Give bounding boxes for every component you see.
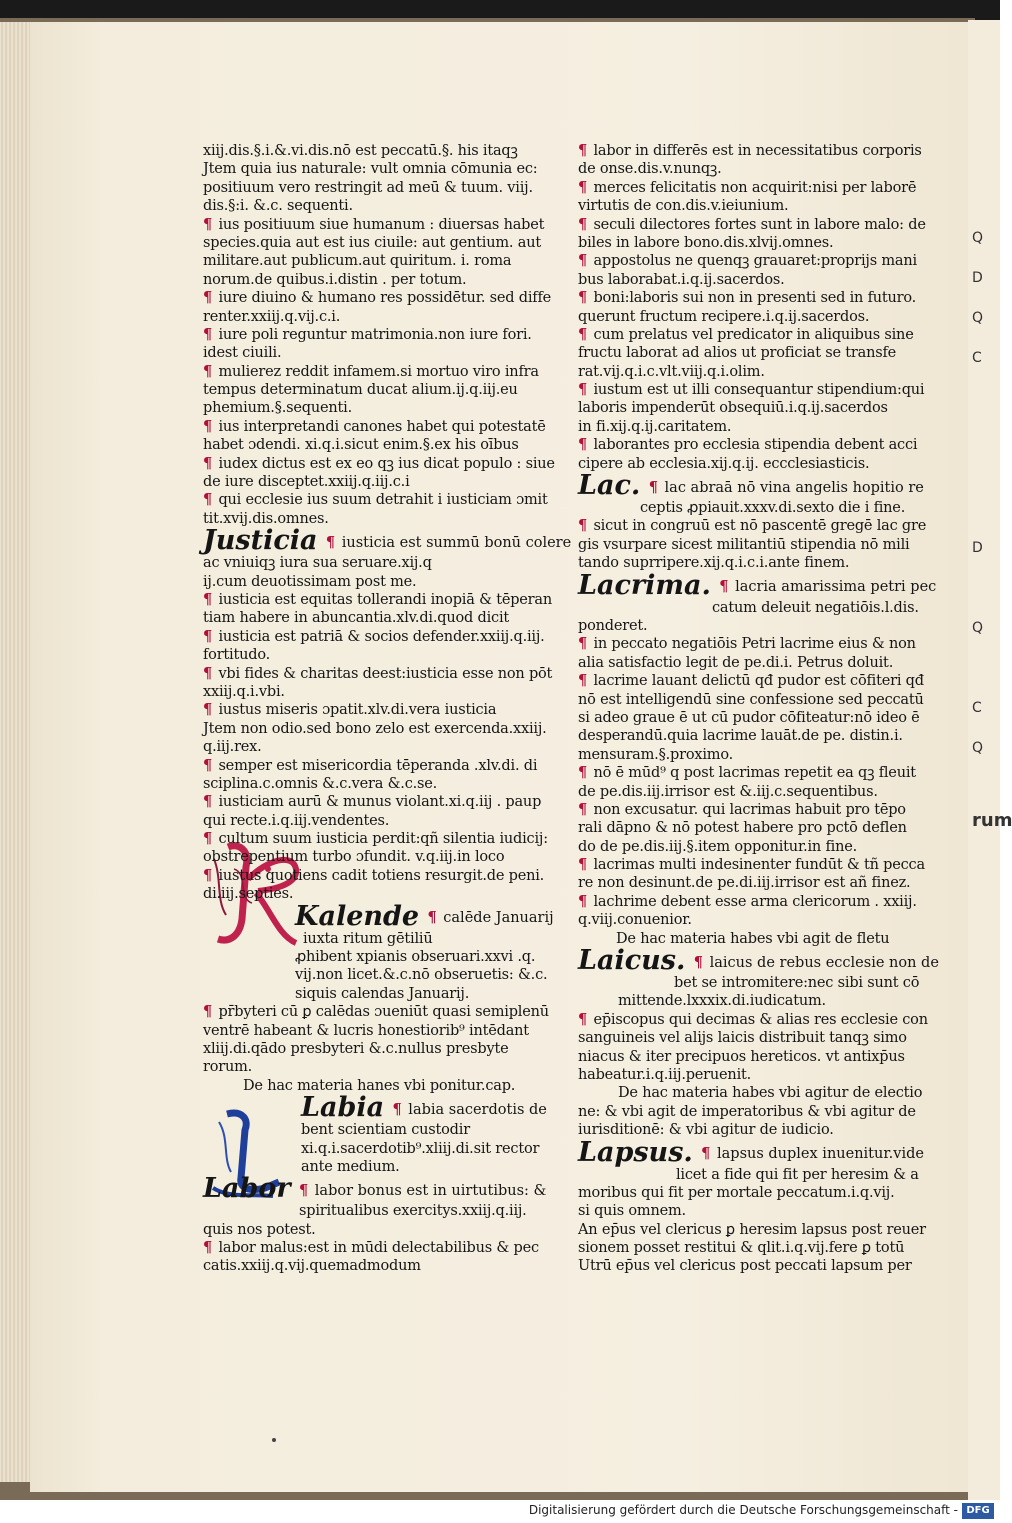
footer-bar bbox=[0, 1500, 1000, 1523]
text-line: ¶ cultum suum iusticia perdit:qñ silentia iudicij: bbox=[203, 830, 548, 848]
facing-fragment: C bbox=[972, 700, 982, 716]
text-line: ventrē habeant & lucris honestiorib⁹ intēdant bbox=[203, 1022, 529, 1039]
text-line: ¶ iusticiam aurū & munus violant.xi.q.iij . paup bbox=[203, 793, 542, 811]
text-line: si quis omnem. bbox=[578, 1203, 686, 1220]
text-line: ponderet. bbox=[578, 617, 648, 634]
facing-fragment: Q bbox=[972, 620, 984, 636]
page-edges bbox=[0, 22, 32, 1482]
text-line: alia satisfactio legit de pe.di.i. Petrus doluit. bbox=[578, 654, 894, 671]
text-line: niacus & iter precipuos hereticos. vt antixp̄us bbox=[578, 1048, 905, 1065]
text-line: Jtem non odio.sed bono zelo est exercenda.xxiij. bbox=[203, 720, 547, 737]
text-line: xi.q.i.sacerdotib⁹.xliij.di.sit rector bbox=[301, 1140, 540, 1157]
entry-heading-lapsus bbox=[578, 1136, 938, 1168]
text-line: quis nos potest. bbox=[203, 1221, 316, 1238]
text-line: ¶ semper est misericordia tēperanda .xlv.di. di bbox=[203, 756, 538, 774]
text-line: ¶ boni:laboris sui non in presenti sed in futuro. bbox=[578, 289, 917, 307]
text-line: tit.xvij.dis.omnes. bbox=[203, 510, 329, 527]
heading-text: ¶ iusticia est summū bonū colere bbox=[325, 533, 572, 551]
text-line: De hac materia habes vbi agitur de electio bbox=[618, 1085, 923, 1102]
heading-text: ¶ lacria amarissima petri pec bbox=[719, 578, 937, 596]
text-line: moribus qui fit per mortale peccatum.i.q.vij. bbox=[578, 1184, 895, 1201]
text-line: ¶ iudex dictus est ex eo qꝫ ius dicat populo : siue bbox=[203, 454, 555, 472]
text-line: ¶ ep̄iscopus qui decimas & alias res ecclesie con bbox=[578, 1010, 928, 1028]
heading-word: Kalende bbox=[295, 900, 420, 932]
text-line: tando suprripere.xij.q.i.c.i.ante finem. bbox=[578, 555, 850, 572]
facing-fragment: Q bbox=[972, 230, 984, 246]
text-line: ¶ iusticia est patriā & socios defender.xxiij.q.iij. bbox=[203, 627, 545, 645]
text-line: re non desinunt.de pe.di.iij.irrisor est añ finez. bbox=[578, 875, 911, 892]
heading-word: Lacrima. bbox=[578, 569, 711, 601]
text-line: ¶ lachrime debent esse arma clericorum . xxiij. bbox=[578, 892, 917, 910]
heading-word: Lac. bbox=[578, 470, 641, 502]
entry-heading-labor bbox=[203, 1173, 558, 1205]
text-line: militare.aut publicum.aut quiritum. i. roma bbox=[203, 253, 512, 270]
text-line: de pe.dis.iij.irrisor est &.iij.c.sequentibus. bbox=[578, 783, 878, 800]
text-line: ac vniuiqꝫ iura sua seruare.xij.q bbox=[203, 555, 432, 572]
text-line: ¶ nō ē mūd⁹ q post lacrimas repetit ea qꝫ fleuit bbox=[578, 764, 916, 782]
text-line: An ep̄us vel clericus ꝑ heresim lapsus post reuer bbox=[578, 1221, 926, 1238]
entry-heading-laicus bbox=[578, 945, 939, 977]
text-line: ij.cum deuotissimam post me. bbox=[203, 573, 417, 590]
text-line: xliij.di.qādo presbyteri &.c.nullus presbyte bbox=[203, 1040, 509, 1057]
text-line: ¶ iure poli reguntur matrimonia.non iure fori. bbox=[203, 325, 532, 343]
text-line: rali dāpno & nō potest habere pro pctō deflen bbox=[578, 820, 907, 837]
text-line: De hac materia habes vbi agit de fletu bbox=[616, 930, 890, 947]
text-line: bent scientiam custodir bbox=[301, 1122, 470, 1139]
text-line: sanguineis vel alijs laicis distribuit tanqꝫ simo bbox=[578, 1030, 907, 1047]
text-line: ¶ iustus miseris ɔpatit.xlv.di.vera iusticia bbox=[203, 701, 497, 719]
text-line: ¶ ius interpretandi canones habet qui potestatē bbox=[203, 417, 546, 435]
entry-heading-lac bbox=[578, 470, 938, 502]
text-line: ¶ iure diuino & humano res possidētur. sed diffe bbox=[203, 289, 552, 307]
facing-fragment: D bbox=[972, 540, 983, 556]
text-line: fructu laborat ad alios ut proficiat se transfe bbox=[578, 345, 896, 362]
text-line: habet ɔdendi. xi.q.i.sicut enim.§.ex his oībus bbox=[203, 437, 519, 454]
text-line: querunt fructum recipere.i.q.ij.sacerdos. bbox=[578, 308, 870, 325]
text-line: nō est intelligendū sine confessione sed peccatū bbox=[578, 691, 924, 708]
text-line: virtutis de con.dis.v.ieiunium. bbox=[578, 198, 789, 215]
text-line: renter.xxiij.q.vij.c.i. bbox=[203, 308, 341, 325]
facing-fragment: C bbox=[972, 350, 982, 366]
text-line: ¶ iustus quotiens cadit totiens resurgit.de peni. bbox=[203, 866, 545, 884]
text-line: ¶ ius positiuum siue humanum : diuersas habet bbox=[203, 215, 545, 233]
text-line: siquis calendas Januarij. bbox=[295, 985, 470, 1002]
text-line: ne: & vbi agit de imperatoribus & vbi agitur de bbox=[578, 1103, 916, 1120]
text-line: qui recte.i.q.iij.vendentes. bbox=[203, 812, 390, 829]
text-line: de iure disceptet.xxiij.q.iij.c.i bbox=[203, 474, 410, 491]
text-line: ¶ mulierez reddit infamem.si mortuo viro infra bbox=[203, 362, 539, 380]
heading-word: Labor bbox=[203, 1173, 291, 1205]
text-line: ante medium. bbox=[301, 1158, 400, 1175]
text-line: rat.vij.q.i.c.vlt.viij.q.i.olim. bbox=[578, 363, 765, 380]
text-line: ¶ non excusatur. qui lacrimas habuit pro tēpo bbox=[578, 800, 906, 818]
facing-page-edge bbox=[968, 20, 1012, 1500]
text-line: ¶ iusticia est equitas tollerandi inopiā & tēperan bbox=[203, 590, 552, 608]
text-line: ¶ cum prelatus vel predicator in aliquibus sine bbox=[578, 325, 914, 343]
text-line: xxiij.q.i.vbi. bbox=[203, 683, 285, 700]
heading-text: ¶ laicus de rebus ecclesie non de bbox=[693, 953, 939, 971]
text-line: obstrepentium turbo ɔfundit. v.q.iij.in loco bbox=[203, 849, 505, 866]
facing-fragment: Q bbox=[972, 310, 984, 326]
text-line: ¶ merces felicitatis non acquirit:nisi per laborē bbox=[578, 178, 917, 196]
text-line: ¶ vbi fides & charitas deest:iusticia esse non pōt bbox=[203, 664, 553, 682]
heading-text: ¶ lac abraā nō vina angelis hopitio re bbox=[648, 478, 924, 496]
text-line: mensuram.§.proximo. bbox=[578, 746, 734, 763]
text-line: ¶ sicut in congruū est nō pascentē gregē lac gre bbox=[578, 517, 927, 535]
text-line: tempus determinatum ducat alium.ij.q.iij.eu bbox=[203, 382, 518, 399]
text-line: dis.§:i. &.c. sequenti. bbox=[203, 198, 353, 215]
text-line: phemium.§.sequenti. bbox=[203, 400, 352, 417]
text-line: ¶ iustum est ut illi consequantur stipendium:qui bbox=[578, 381, 925, 399]
heading-word: Lapsus. bbox=[578, 1136, 693, 1168]
text-line: ¶ lacrimas multi indesinenter fundūt & tñ pecca bbox=[578, 856, 925, 874]
text-line: positiuum vero restringit ad meū & tuum. viij. bbox=[203, 179, 533, 196]
heading-text: ¶ labia sacerdotis de bbox=[392, 1100, 547, 1118]
text-line: q.viij.conuenior. bbox=[578, 912, 692, 929]
text-line: si adeo graue ē ut cū pudor cōfiteatur:nō ideo ē bbox=[578, 709, 920, 726]
heading-text: ¶ calēde Januarij bbox=[427, 909, 554, 927]
text-line: xiij.dis.§.i.&.vi.dis.nō est peccatū.§. his itaqꝫ bbox=[203, 143, 518, 159]
text-line: fortitudo. bbox=[203, 647, 271, 664]
text-line: iurisditionē: & vbi agitur de iudicio. bbox=[578, 1122, 834, 1139]
funding-credit: Digitalisierung gefördert durch die Deutsche Forschungsgemeinschaft - bbox=[528, 1503, 958, 1517]
heading-word: Justicia bbox=[203, 525, 318, 557]
text-line: bus laborabat.i.q.ij.sacerdos. bbox=[578, 271, 785, 288]
text-line: in fi.xij.q.ij.caritatem. bbox=[578, 418, 732, 435]
text-line: vij.non licet.&.c.nō obseruetis: &.c. bbox=[295, 967, 548, 984]
dfg-logo: DFG bbox=[962, 1503, 994, 1519]
text-line: ¶ labor in differēs est in necessitatibus corporis bbox=[578, 142, 922, 159]
text-line: bet se intromitere:nec sibi sunt cō bbox=[674, 975, 920, 992]
text-line: ꝓhibent xpianis obseruari.xxvi .q. bbox=[295, 949, 536, 966]
text-line: sciplina.c.omnis &.c.vera &.c.se. bbox=[203, 775, 438, 792]
entry-heading-iusticia bbox=[203, 525, 572, 557]
heading-text: ¶ lapsus duplex inuenitur.vide bbox=[701, 1145, 924, 1163]
text-line: de onse.dis.v.nunqꝫ. bbox=[578, 161, 722, 178]
text-line: ¶ appostolus ne quenqꝫ grauaret:proprijs mani bbox=[578, 252, 917, 270]
text-line: norum.de quibus.i.distin . per totum. bbox=[203, 271, 467, 288]
text-line: ¶ labor malus:est in mūdi delectabilibus & pec bbox=[203, 1239, 539, 1257]
text-line: Utrū ep̄us vel clericus post peccati lapsum per bbox=[578, 1258, 912, 1275]
text-line: q.iij.rex. bbox=[203, 739, 262, 756]
heading-word: Labia bbox=[301, 1092, 385, 1124]
text-line: Jtem quia ius naturale: vult omnia cōmunia ec: bbox=[203, 161, 538, 178]
text-line: do de pe.dis.iij.§.item opponitur.in fine. bbox=[578, 838, 858, 855]
text-line: desperandū.quia lacrime lauāt.de pe. distin.i. bbox=[578, 728, 903, 745]
facing-fragment: D bbox=[972, 270, 983, 286]
text-line: ¶ seculi dilectores fortes sunt in labore malo: de bbox=[578, 215, 926, 233]
text-line: laboris impenderūt obsequiū.i.q.ij.sacerdos bbox=[578, 400, 888, 417]
page-mark bbox=[272, 1438, 276, 1442]
text-line: species.quia aut est ius ciuile: aut gentium. aut bbox=[203, 234, 541, 251]
text-line: biles in labore bono.dis.xlvij.omnes. bbox=[578, 234, 834, 251]
text-line: gis vsurpare sicest militantiū stipendia nō mili bbox=[578, 536, 910, 553]
entry-heading-kalende bbox=[203, 900, 558, 932]
text-line: De hac materia hanes vbi ponitur.cap. bbox=[243, 1077, 516, 1094]
text-line: rorum. bbox=[203, 1059, 253, 1076]
heading-text: ¶ labor bonus est in uirtutibus: & bbox=[298, 1181, 547, 1199]
text-line: ¶ laborantes pro ecclesia stipendia debent acci bbox=[578, 436, 918, 454]
facing-fragment: Q bbox=[972, 740, 984, 756]
text-line: catum deleuit negatiōis.l.dis. bbox=[712, 599, 919, 616]
text-line: sionem posset restitui & qlit.i.q.vij.fere ꝑ totū bbox=[578, 1240, 905, 1257]
heading-word: Laicus. bbox=[578, 945, 686, 977]
text-line: ¶ pr̄byteri cū ꝑ calēdas ɔueniūt quasi semiplenū bbox=[203, 1003, 549, 1021]
text-line: habeatur.i.q.iij.peruenit. bbox=[578, 1066, 752, 1083]
facing-fragment: rum bbox=[972, 810, 1012, 831]
entry-heading-lacrima bbox=[578, 569, 938, 601]
text-line: tiam habere in abuncantia.xlv.di.quod dicit bbox=[203, 610, 510, 627]
text-line: idest ciuili. bbox=[203, 345, 282, 362]
text-line: ¶ in peccato negatiōis Petri lacrime eius & non bbox=[578, 635, 916, 653]
text-line: mittende.lxxxix.di.iudicatum. bbox=[618, 993, 826, 1010]
left-column bbox=[203, 142, 572, 1276]
entry-heading-labia bbox=[203, 1092, 558, 1124]
text-line: catis.xxiij.q.vij.quemadmodum bbox=[203, 1258, 421, 1275]
text-line: iuxta ritum gētiliū bbox=[303, 930, 433, 947]
text-line: di.iij.septies. bbox=[203, 886, 294, 903]
text-line: cipere ab ecclesia.xij.q.ij. eccclesiasticis. bbox=[578, 455, 870, 472]
text-line: ¶ lacrime lauant delictū qđ pudor est cōfiteri qđ bbox=[578, 672, 924, 690]
text-line: licet a fide qui fit per heresim & a bbox=[676, 1166, 919, 1183]
text-line: spiritualibus exercitys.xxiij.q.iij. bbox=[299, 1203, 527, 1220]
right-column bbox=[578, 142, 938, 1276]
text-line: ceptis ꝓpiauit.xxxv.di.sexto die i fine. bbox=[640, 500, 906, 517]
text-line: ¶ qui ecclesie ius suum detrahit i iusticiam ɔmit bbox=[203, 491, 548, 509]
